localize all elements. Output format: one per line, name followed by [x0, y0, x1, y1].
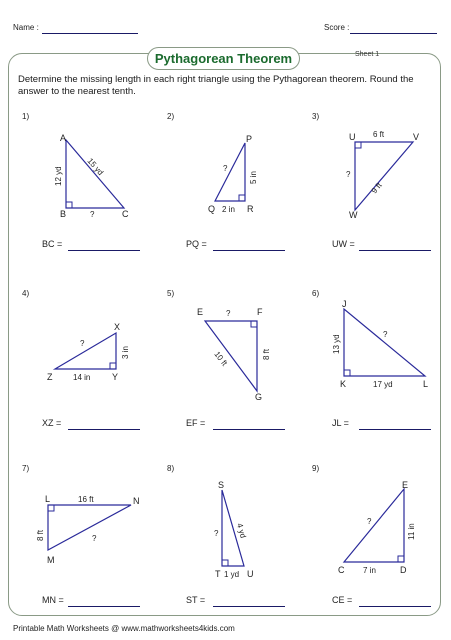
triangle-figure-7	[30, 490, 150, 570]
vertex-label: A	[60, 133, 67, 143]
triangle-figure-5	[190, 300, 275, 405]
side-label: 17 yd	[373, 380, 393, 389]
triangle-shape	[355, 142, 413, 210]
side-label: ?	[214, 529, 219, 538]
side-label: 11 in	[407, 523, 416, 540]
problem-number: 1)	[22, 112, 30, 121]
answer-field[interactable]	[359, 250, 431, 251]
answer-field[interactable]	[359, 429, 431, 430]
answer-field[interactable]	[213, 429, 285, 430]
answer-label: ST =	[186, 595, 206, 605]
vertex-label: D	[400, 565, 407, 575]
triangle-figure-4	[40, 317, 135, 392]
side-label: 12 yd	[54, 166, 63, 186]
vertex-label: M	[47, 555, 55, 565]
side-label: 7 in	[363, 566, 376, 575]
side-label: ?	[367, 517, 372, 526]
vertex-label: K	[340, 379, 347, 389]
triangle-shape	[48, 505, 131, 550]
side-label: ?	[80, 339, 85, 348]
vertex-label: G	[255, 392, 263, 402]
right-angle-mark	[110, 363, 116, 369]
triangle-shape	[55, 333, 116, 369]
title-box	[147, 47, 300, 70]
vertex-label: B	[60, 209, 67, 219]
side-label: 1 yd	[224, 570, 240, 579]
triangle-figure-1	[40, 128, 140, 223]
problem-number: 9)	[312, 464, 320, 473]
vertex-label: F	[257, 307, 263, 317]
side-label: 10 ft	[212, 349, 229, 368]
right-angle-mark	[66, 202, 72, 208]
right-angle-mark	[251, 321, 257, 327]
triangle-shape	[215, 143, 245, 201]
vertex-label: U	[247, 569, 254, 579]
triangle-figure-6	[325, 298, 435, 393]
score-field[interactable]	[350, 33, 437, 34]
side-label: 3 in	[121, 346, 130, 359]
vertex-label: T	[215, 569, 221, 579]
right-angle-mark	[355, 142, 361, 148]
vertex-label: L	[423, 379, 429, 389]
vertex-label: Q	[208, 204, 216, 214]
answer-field[interactable]	[213, 250, 285, 251]
problem-number: 3)	[312, 112, 320, 121]
side-label: 5 in	[249, 171, 258, 184]
side-label: ?	[346, 170, 351, 179]
vertex-label: J	[342, 299, 347, 309]
side-label: 6 ft	[373, 130, 385, 139]
name-label: Name :	[13, 23, 39, 32]
name-field[interactable]	[42, 33, 138, 34]
side-label: 9 ft	[369, 180, 384, 196]
problem-number: 2)	[167, 112, 175, 121]
right-angle-mark	[48, 505, 54, 511]
vertex-label: P	[246, 134, 253, 144]
answer-field[interactable]	[359, 606, 431, 607]
vertex-label: X	[114, 322, 121, 332]
triangle-shape	[344, 489, 404, 562]
side-label: 2 in	[222, 205, 235, 214]
answer-label: MN =	[42, 595, 64, 605]
sheet-label: Sheet 1	[355, 51, 380, 58]
score-label: Score :	[324, 23, 350, 32]
triangle-figure-9	[330, 478, 435, 578]
vertex-label: C	[122, 209, 129, 219]
vertex-label: U	[349, 132, 356, 142]
right-angle-mark	[222, 560, 228, 566]
answer-label: CE =	[332, 595, 353, 605]
side-label: 15 yd	[85, 156, 106, 178]
vertex-label: C	[338, 565, 345, 575]
side-label: 8 ft	[36, 529, 45, 541]
side-label: 4 yd	[235, 522, 248, 540]
side-label: 8 ft	[262, 348, 271, 360]
answer-field[interactable]	[68, 429, 140, 430]
side-label: ?	[223, 164, 228, 173]
side-label: ?	[226, 309, 231, 318]
vertex-label: S	[218, 480, 225, 490]
side-label: 16 ft	[78, 495, 94, 504]
triangle-shape	[205, 321, 257, 391]
side-label: 14 in	[73, 373, 91, 382]
answer-label: JL =	[332, 418, 349, 428]
answer-label: PQ =	[186, 239, 207, 249]
vertex-label: V	[413, 132, 420, 142]
triangle-shape	[66, 140, 124, 208]
triangle-figure-2	[200, 128, 280, 223]
vertex-label: R	[247, 204, 254, 214]
side-label: ?	[92, 534, 97, 543]
vertex-label: Y	[112, 372, 119, 382]
right-angle-mark	[398, 556, 404, 562]
right-angle-mark	[344, 370, 350, 376]
answer-field[interactable]	[213, 606, 285, 607]
triangle-shape	[344, 309, 425, 376]
problem-number: 5)	[167, 289, 175, 298]
answer-label: BC =	[42, 239, 63, 249]
right-angle-mark	[239, 195, 245, 201]
side-label: 13 yd	[332, 334, 341, 354]
vertex-label: L	[45, 494, 51, 504]
answer-field[interactable]	[68, 606, 140, 607]
problem-number: 8)	[167, 464, 175, 473]
answer-label: EF =	[186, 418, 206, 428]
answer-label: UW =	[332, 239, 355, 249]
problem-number: 6)	[312, 289, 320, 298]
footer-text: Printable Math Worksheets @ www.mathworksheets4kids.com	[13, 624, 235, 633]
page-title: Pythagorean Theorem	[154, 51, 293, 66]
vertex-label: N	[133, 496, 140, 506]
problem-number: 7)	[22, 464, 30, 473]
instructions: Determine the missing length in each right triangle using the Pythagorean theorem. Round the answer to the nearest tenth.	[18, 74, 414, 97]
vertex-label: E	[197, 307, 204, 317]
problem-number: 4)	[22, 289, 30, 298]
vertex-label: Z	[47, 372, 53, 382]
side-label: ?	[383, 330, 388, 339]
triangle-figure-8	[205, 478, 270, 583]
vertex-label: E	[402, 480, 409, 490]
answer-label: XZ =	[42, 418, 62, 428]
vertex-label: W	[349, 210, 358, 220]
side-label: ?	[90, 210, 95, 219]
triangle-figure-3	[335, 124, 425, 224]
answer-field[interactable]	[68, 250, 140, 251]
